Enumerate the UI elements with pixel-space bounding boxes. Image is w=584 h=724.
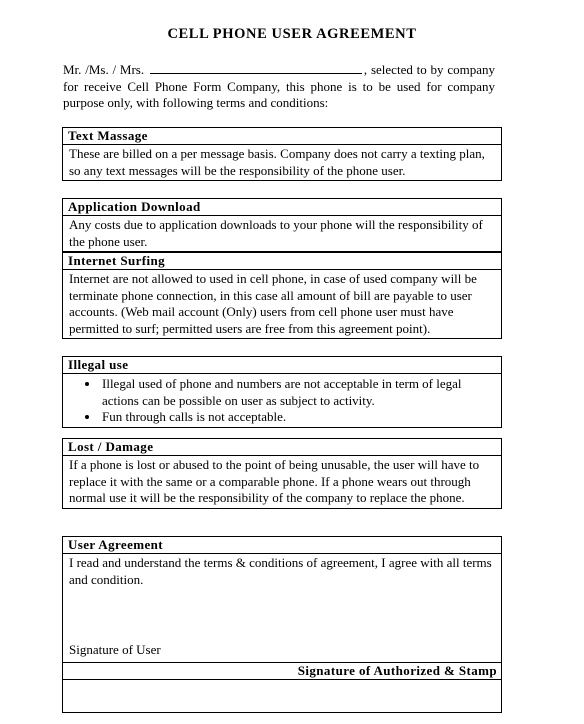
list-item: • Fun through calls is not acceptable. (100, 409, 501, 426)
section-text: If a phone is lost or abused to the point of being unusable, the user will have to replace it with the same or a comparable phone. If a phone wears out through normal use it will be the responsibility of the company to replace the phone. (69, 457, 480, 506)
user-signature-label: Signature of User (69, 642, 161, 658)
intro-paragraph (63, 62, 495, 112)
illegal-use-list (63, 376, 501, 426)
intro-prefix: Mr. /Ms. / Mrs. (63, 62, 145, 77)
section-application-download (62, 198, 502, 252)
section-lost-damage (62, 438, 502, 509)
section-heading: Application Download (63, 199, 501, 216)
section-text-message (62, 127, 502, 181)
name-blank-line[interactable] (150, 63, 362, 74)
section-heading: Text Massage (63, 128, 501, 145)
section-text: Internet are not allowed to used in cell phone, in case of used company will be terminate phone connection, in this case all amount of bill are payable to user accounts. (Web mail account (Only) users from cell phone user must have permitted to surf; permitted users are free from this agreement point). (69, 271, 477, 336)
section-heading: Illegal use (63, 357, 501, 374)
section-heading: Lost / Damage (63, 439, 501, 456)
section-text: These are billed on a per message basis. Company does not carry a texting plan, so any text messages will be the responsibility of the phone user. (69, 146, 485, 178)
section-text: Any costs due to application downloads to your phone will the responsibility of the phone user. (69, 217, 483, 249)
intro-suffix: , selected to by company for receive Cell Phone Form Company, this phone is to be used for company purpose only, with following terms and conditions: (63, 62, 495, 110)
section-illegal-use (62, 356, 502, 428)
section-internet-surfing (62, 252, 502, 339)
document-title: CELL PHONE USER AGREEMENT (167, 26, 417, 42)
section-heading: Internet Surfing (63, 253, 501, 270)
agreement-body (63, 554, 501, 662)
section-heading: User Agreement (63, 537, 501, 554)
authorized-signature-label: Signature of Authorized & Stamp (63, 662, 501, 680)
section-user-agreement (62, 536, 502, 713)
agreement-text: I read and understand the terms & conditions of agreement, I agree with all terms and condition. (69, 555, 492, 587)
signature-field[interactable] (63, 680, 501, 712)
list-item: • Illegal used of phone and numbers are not acceptable in term of legal actions can be possible on user as subject to activity. (100, 376, 501, 409)
